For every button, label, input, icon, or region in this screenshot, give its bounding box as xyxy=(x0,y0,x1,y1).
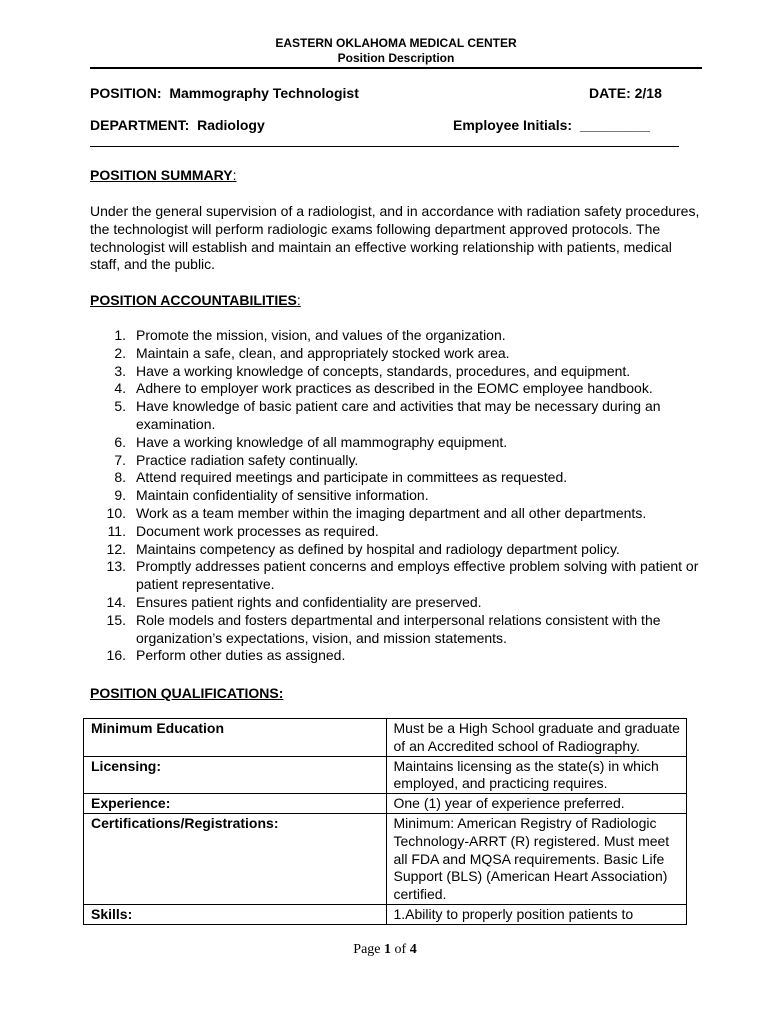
list-item-text: Perform other duties as assigned. xyxy=(136,647,346,664)
list-item-number: 12. xyxy=(106,540,126,557)
list-item-number: 6. xyxy=(114,433,126,450)
list-item-text: Have a working knowledge of concepts, standards, procedures, and equipment. xyxy=(136,362,631,379)
qualification-value: One (1) year of experience preferred. xyxy=(386,794,687,814)
list-item-text: Have knowledge of basic patient care and activities that may be necessary during an examination. xyxy=(136,398,661,432)
table-row xyxy=(84,756,687,794)
list-item-number: 2. xyxy=(114,344,126,361)
list-item-text: Promptly addresses patient concerns and employs effective problem solving with patient or patient representative. xyxy=(136,558,699,593)
summary-heading-suffix: : xyxy=(232,167,237,183)
footer-page-number: 1 xyxy=(384,942,392,957)
list-item-text: Attend required meetings and participate in committees as requested. xyxy=(136,469,568,486)
accountabilities-heading-text: POSITION ACCOUNTABILITIES xyxy=(90,292,297,308)
list-item-text: Document work processes as required. xyxy=(136,522,379,539)
qualification-value: Must be a High School graduate and graduate of an Accredited school of Radiography. xyxy=(386,719,687,757)
list-item-text: Ensures patient rights and confidentiality are preserved. xyxy=(136,593,482,610)
list-item-text: Promote the mission, vision, and values of the organization. xyxy=(136,327,506,343)
qualification-value: Minimum: American Registry of Radiologic Technology-ARRT (R) registered. Must meet all FDA and MQSA requirements. Basic Life Support (BLS) (American Heart Association) certified. xyxy=(386,813,687,904)
qualification-label: Licensing: xyxy=(84,756,387,794)
qualifications-table xyxy=(83,718,687,925)
accountabilities-heading-suffix: : xyxy=(296,292,301,308)
position-label: POSITION: xyxy=(90,85,162,101)
date-value: 2/18 xyxy=(634,85,662,101)
position-value: Mammography Technologist xyxy=(169,85,359,101)
list-item-text: Maintain confidentiality of sensitive information. xyxy=(136,487,429,504)
qualification-value: 1.Ability to properly position patients to xyxy=(386,904,687,924)
footer-page-word: Page xyxy=(353,942,381,957)
qualification-label: Experience: xyxy=(84,794,387,814)
qualification-label: Certifications/Registrations: xyxy=(84,813,387,904)
list-item-number: 4. xyxy=(114,380,126,397)
organization-name: EASTERN OKLAHOMA MEDICAL CENTER xyxy=(275,36,517,50)
list-item-number: 7. xyxy=(114,451,126,468)
list-item-text: Practice radiation safety continually. xyxy=(136,451,359,468)
list-item-number: 16. xyxy=(106,647,126,664)
footer-of-word: of xyxy=(394,942,407,957)
qualification-value: Maintains licensing as the state(s) in which employed, and practicing requires. xyxy=(386,756,687,794)
list-item-number: 10. xyxy=(106,504,126,521)
list-item-number: 11. xyxy=(107,522,126,539)
list-item-text: Maintains competency as defined by hospital and radiology department policy. xyxy=(136,540,620,557)
initials-blank: _________ xyxy=(579,117,650,133)
initials-label: Employee Initials: xyxy=(453,117,573,133)
list-item-number: 9. xyxy=(114,487,126,504)
list-item-text: Role models and fosters departmental and interpersonal relations consistent with the organization’s expectations, vision, and mission statements. xyxy=(136,611,661,646)
document-type: Position Description xyxy=(337,51,455,65)
department-value: Radiology xyxy=(197,117,265,133)
table-row xyxy=(84,813,687,904)
list-item-text: Work as a team member within the imaging department and all other departments. xyxy=(136,504,647,521)
footer-page-total: 4 xyxy=(409,942,417,957)
summary-text: Under the general supervision of a radiologist, and in accordance with radiation safety procedures, the technologist will perform radiologic exams following department approved protocols. The technologist will establish and maintain an effective working relationship with patients, medical staff, and the public. xyxy=(90,203,700,273)
list-item-number: 14. xyxy=(106,593,126,610)
department-label: DEPARTMENT: xyxy=(90,117,190,133)
qualifications-heading: POSITION QUALIFICATIONS: xyxy=(90,685,284,701)
list-item-number: 3. xyxy=(114,362,126,379)
list-item-number: 8. xyxy=(114,469,126,486)
table-row xyxy=(84,794,687,814)
page-footer xyxy=(0,942,770,958)
summary-heading-text: POSITION SUMMARY xyxy=(90,167,233,183)
list-item-number: 15. xyxy=(106,611,126,628)
list-item-number: 1. xyxy=(114,327,126,343)
list-item-text: Maintain a safe, clean, and appropriately stocked work area. xyxy=(136,344,510,361)
qualification-label: Skills: xyxy=(84,904,387,924)
list-item-text: Have a working knowledge of all mammography equipment. xyxy=(136,433,508,450)
table-row xyxy=(84,719,687,757)
date-label: DATE: xyxy=(589,85,631,101)
table-row xyxy=(84,904,687,924)
list-item-number: 5. xyxy=(114,398,126,415)
list-item-text: Adhere to employer work practices as described in the EOMC employee handbook. xyxy=(136,380,653,397)
list-item-number: 13. xyxy=(106,558,126,575)
qualification-label: Minimum Education xyxy=(84,719,387,757)
